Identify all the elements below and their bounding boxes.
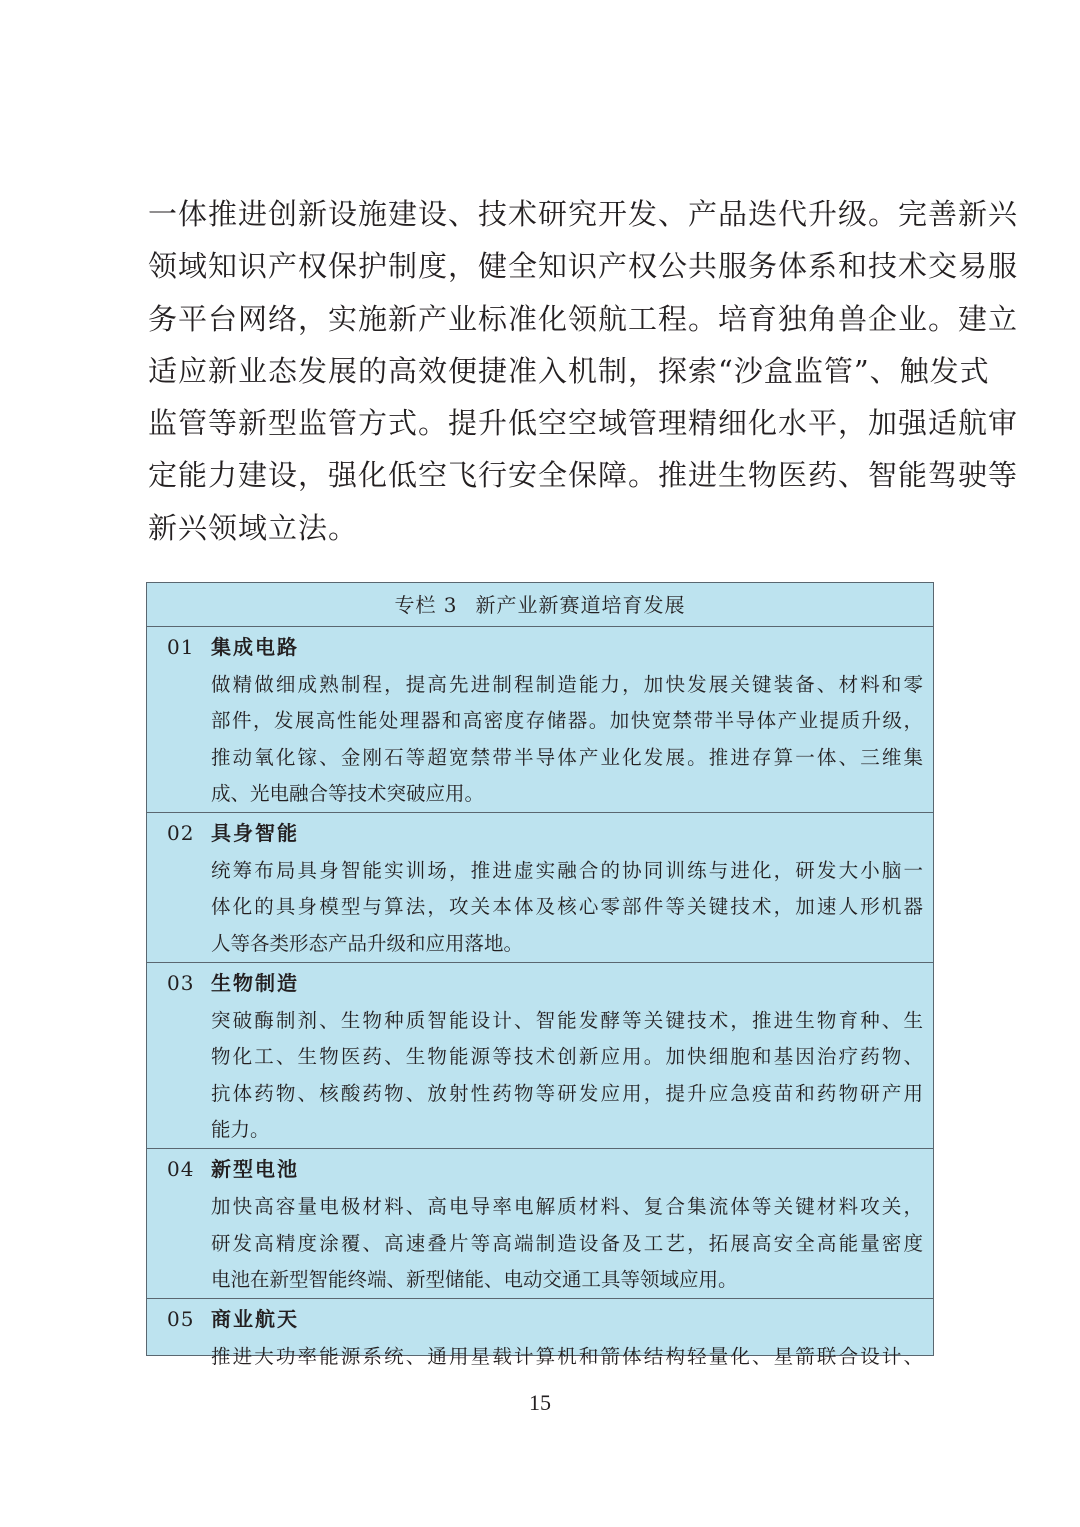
column-header	[147, 583, 933, 627]
section-line: 研发高精度涂覆、高速叠片等高端制造设备及工艺，拓展高安全高能量密度	[211, 1231, 923, 1255]
page-number: 15	[529, 1390, 551, 1415]
column-section-04	[147, 1149, 933, 1299]
section-body	[211, 1003, 923, 1148]
paragraph-line: 适应新业态发展的高效便捷准入机制，探索“沙盒监管”、触发式	[148, 353, 990, 388]
section-line: 推动氧化镓、金刚石等超宽禁带半导体产业化发展。推进存算一体、三维集	[211, 745, 923, 769]
section-title: 生物制造	[211, 971, 299, 996]
paragraph-line: 一体推进创新设施建设、技术研究开发、产品迭代升级。完善新兴	[148, 197, 1019, 231]
section-line: 部件，发展高性能处理器和高密度存储器。加快宽禁带半导体产业提质升级，	[211, 709, 923, 733]
column-section-01	[147, 627, 933, 813]
body-paragraph	[148, 188, 1019, 554]
section-title: 集成电路	[211, 635, 299, 659]
section-number: 02	[167, 821, 195, 846]
section-line: 抗体药物、核酸药物、放射性药物等研发应用，提升应急疫苗和药物研产用	[211, 1081, 923, 1105]
section-line: 能力。	[211, 1117, 270, 1141]
column-section-02	[147, 813, 933, 963]
section-number: 01	[167, 635, 195, 659]
section-title: 具身智能	[211, 821, 299, 846]
section-line: 做精做细成熟制程，提高先进制程制造能力，加快发展关键装备、材料和零	[211, 673, 923, 696]
section-body	[211, 1339, 923, 1375]
section-line: 加快高容量电极材料、高电导率电解质材料、复合集流体等关键材料攻关，	[211, 1195, 923, 1219]
section-line: 物化工、生物医药、生物能源等技术创新应用。加快细胞和基因治疗药物、	[211, 1045, 923, 1069]
paragraph-line: 监管等新型监管方式。提升低空空域管理精细化水平，加强适航审	[148, 406, 1019, 441]
column-section-03	[147, 963, 933, 1149]
section-line: 突破酶制剂、生物种质智能设计、智能发酵等关键技术，推进生物育种、生	[211, 1009, 923, 1033]
paragraph-line: 领域知识产权保护制度，健全知识产权公共服务体系和技术交易服	[148, 249, 1019, 284]
section-body	[211, 667, 923, 812]
section-body	[211, 1189, 923, 1298]
section-title: 商业航天	[211, 1307, 299, 1332]
paragraph-line: 定能力建设，强化低空飞行安全保障。推进生物医药、智能驾驶等	[148, 458, 1019, 493]
feature-column-box	[146, 582, 934, 1369]
section-number: 03	[167, 971, 195, 996]
section-body	[211, 853, 923, 962]
section-line: 统筹布局具身智能实训场，推进虚实融合的协同训练与进化，研发大小脑一	[211, 859, 923, 883]
paragraph-line: 务平台网络，实施新产业标准化领航工程。培育独角兽企业。建立	[148, 301, 1019, 336]
section-line: 成、光电融合等技术突破应用。	[211, 781, 485, 805]
section-title: 新型电池	[211, 1157, 299, 1182]
section-line: 体化的具身模型与算法，攻关本体及核心零部件等关键技术，加速人形机器	[211, 895, 923, 919]
section-number: 04	[167, 1157, 195, 1182]
column-label: 专栏 3	[394, 593, 458, 617]
section-line: 电池在新型智能终端、新型储能、电动交通工具等领域应用。	[211, 1267, 738, 1291]
column-section-05	[147, 1299, 933, 1375]
section-line: 推进大功率能源系统、通用星载计算机和箭体结构轻量化、星箭联合设计、	[211, 1345, 923, 1369]
column-title: 新产业新赛道培育发展	[475, 593, 686, 617]
section-line: 人等各类形态产品升级和应用落地。	[211, 931, 524, 955]
section-number: 05	[167, 1307, 195, 1332]
paragraph-line: 新兴领域立法。	[148, 510, 359, 545]
